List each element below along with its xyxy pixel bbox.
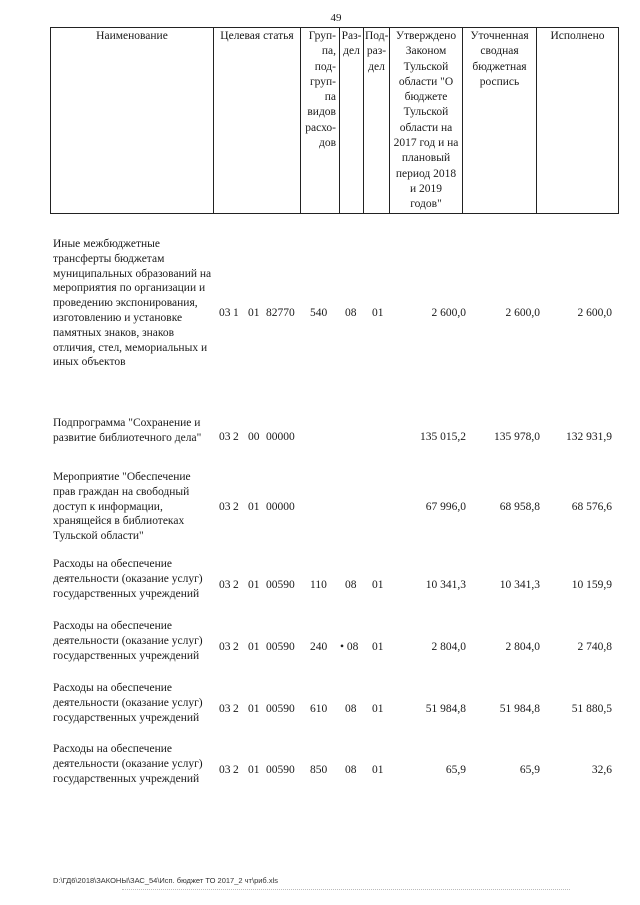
row-code-event: 01 bbox=[248, 703, 260, 715]
row-approved: 2 600,0 bbox=[431, 307, 466, 319]
table-header bbox=[50, 27, 619, 214]
header-target-article: Целевая статья bbox=[214, 28, 301, 214]
row-code-subprogram: 2 bbox=[233, 501, 239, 513]
row-approved: 65,9 bbox=[445, 764, 466, 776]
row-code-subprogram: 1 bbox=[233, 307, 239, 319]
row-approved: 10 341,3 bbox=[425, 579, 466, 591]
row-executed: 10 159,9 bbox=[571, 579, 612, 591]
footer-divider bbox=[122, 889, 570, 890]
row-code-direction: 00590 bbox=[266, 641, 295, 653]
row-code-direction: 00590 bbox=[266, 579, 295, 591]
row-code-program: 03 bbox=[219, 579, 231, 591]
file-path-footer: D:\ГД6\2018\ЗАКОНЫ\ЗАС_54\Исп. бюджет ТО 2017_2 чт\риб.xls bbox=[53, 876, 278, 885]
row-subsection: 01 bbox=[372, 579, 384, 591]
row-executed: 2 600,0 bbox=[577, 307, 612, 319]
row-code-subprogram: 2 bbox=[233, 431, 239, 443]
row-code-event: 01 bbox=[248, 307, 260, 319]
row-name: Мероприятие "Обеспечение прав граждан на свободный доступ к информации, хранящейся в библиотеках Тульской области" bbox=[53, 471, 191, 543]
row-code-direction: 00000 bbox=[266, 431, 295, 443]
row-name: Иные межбюджетные трансферты бюджетам муниципальных образований на мероприятия по организации и проведению экспонирования, изготовлению и установке памятных знаков, знаков отличия, стел, мемориальных и иных объектов bbox=[53, 238, 212, 369]
row-refined: 2 600,0 bbox=[505, 307, 540, 319]
row-code-event: 01 bbox=[248, 579, 260, 591]
row-approved: 51 984,8 bbox=[425, 703, 466, 715]
row-group: 110 bbox=[310, 579, 327, 591]
row-executed: 51 880,5 bbox=[571, 703, 612, 715]
header-refined: Уточненная сводная бюджетная роспись bbox=[463, 28, 537, 214]
row-approved: 2 804,0 bbox=[431, 641, 466, 653]
row-code-direction: 82770 bbox=[266, 307, 295, 319]
header-subsection: Под- раз- дел bbox=[364, 28, 390, 214]
row-code-direction: 00000 bbox=[266, 501, 295, 513]
row-subsection: 01 bbox=[372, 307, 384, 319]
row-section: • 08 bbox=[340, 641, 359, 653]
row-code-direction: 00590 bbox=[266, 703, 295, 715]
row-section: 08 bbox=[345, 764, 357, 776]
row-code-event: 00 bbox=[248, 431, 260, 443]
row-refined: 65,9 bbox=[519, 764, 540, 776]
row-name: Расходы на обеспечение деятельности (оказание услуг) государственных учреждений bbox=[53, 558, 203, 600]
header-approved: Утверждено Законом Тульской области "О бюджете Тульской области на 2017 год и на плановый период 2018 и 2019 годов" bbox=[390, 28, 463, 214]
row-code-program: 03 bbox=[219, 431, 231, 443]
row-section: 08 bbox=[345, 703, 357, 715]
header-group: Груп- па, под- груп- па видов расхо- дов bbox=[301, 28, 340, 214]
row-subsection: 01 bbox=[372, 764, 384, 776]
row-subsection: 01 bbox=[372, 641, 384, 653]
row-executed: 2 740,8 bbox=[577, 641, 612, 653]
row-code-subprogram: 2 bbox=[233, 764, 239, 776]
row-code-event: 01 bbox=[248, 501, 260, 513]
row-code-program: 03 bbox=[219, 501, 231, 513]
row-refined: 51 984,8 bbox=[499, 703, 540, 715]
row-group: 540 bbox=[310, 307, 328, 319]
row-group: 240 bbox=[310, 641, 328, 653]
row-section: 08 bbox=[345, 579, 357, 591]
row-code-event: 01 bbox=[248, 764, 260, 776]
row-name: Подпрограмма "Сохранение и развитие библиотечного дела" bbox=[53, 417, 202, 444]
row-section: 08 bbox=[345, 307, 357, 319]
row-group: 850 bbox=[310, 764, 328, 776]
header-section: Раз- дел bbox=[340, 28, 364, 214]
row-executed: 32,6 bbox=[591, 764, 612, 776]
row-refined: 2 804,0 bbox=[505, 641, 540, 653]
row-executed: 68 576,6 bbox=[571, 501, 612, 513]
row-code-subprogram: 2 bbox=[233, 579, 239, 591]
header-name: Наименование bbox=[51, 28, 214, 214]
row-code-subprogram: 2 bbox=[233, 703, 239, 715]
header-executed: Исполнено bbox=[537, 28, 619, 214]
row-approved: 135 015,2 bbox=[420, 431, 466, 443]
row-refined: 68 958,8 bbox=[499, 501, 540, 513]
row-approved: 67 996,0 bbox=[425, 501, 466, 513]
row-code-program: 03 bbox=[219, 764, 231, 776]
row-refined: 10 341,3 bbox=[499, 579, 540, 591]
row-code-program: 03 bbox=[219, 307, 231, 319]
row-executed: 132 931,9 bbox=[566, 431, 612, 443]
row-code-event: 01 bbox=[248, 641, 260, 653]
row-code-direction: 00590 bbox=[266, 764, 295, 776]
page-number: 49 bbox=[330, 12, 342, 24]
row-code-program: 03 bbox=[219, 641, 231, 653]
row-name: Расходы на обеспечение деятельности (оказание услуг) государственных учреждений bbox=[53, 620, 203, 662]
row-name: Расходы на обеспечение деятельности (оказание услуг) государственных учреждений bbox=[53, 682, 203, 724]
row-refined: 135 978,0 bbox=[494, 431, 540, 443]
row-group: 610 bbox=[310, 703, 328, 715]
row-code-program: 03 bbox=[219, 703, 231, 715]
row-code-subprogram: 2 bbox=[233, 641, 239, 653]
row-subsection: 01 bbox=[372, 703, 384, 715]
row-name: Расходы на обеспечение деятельности (оказание услуг) государственных учреждений bbox=[53, 743, 203, 785]
